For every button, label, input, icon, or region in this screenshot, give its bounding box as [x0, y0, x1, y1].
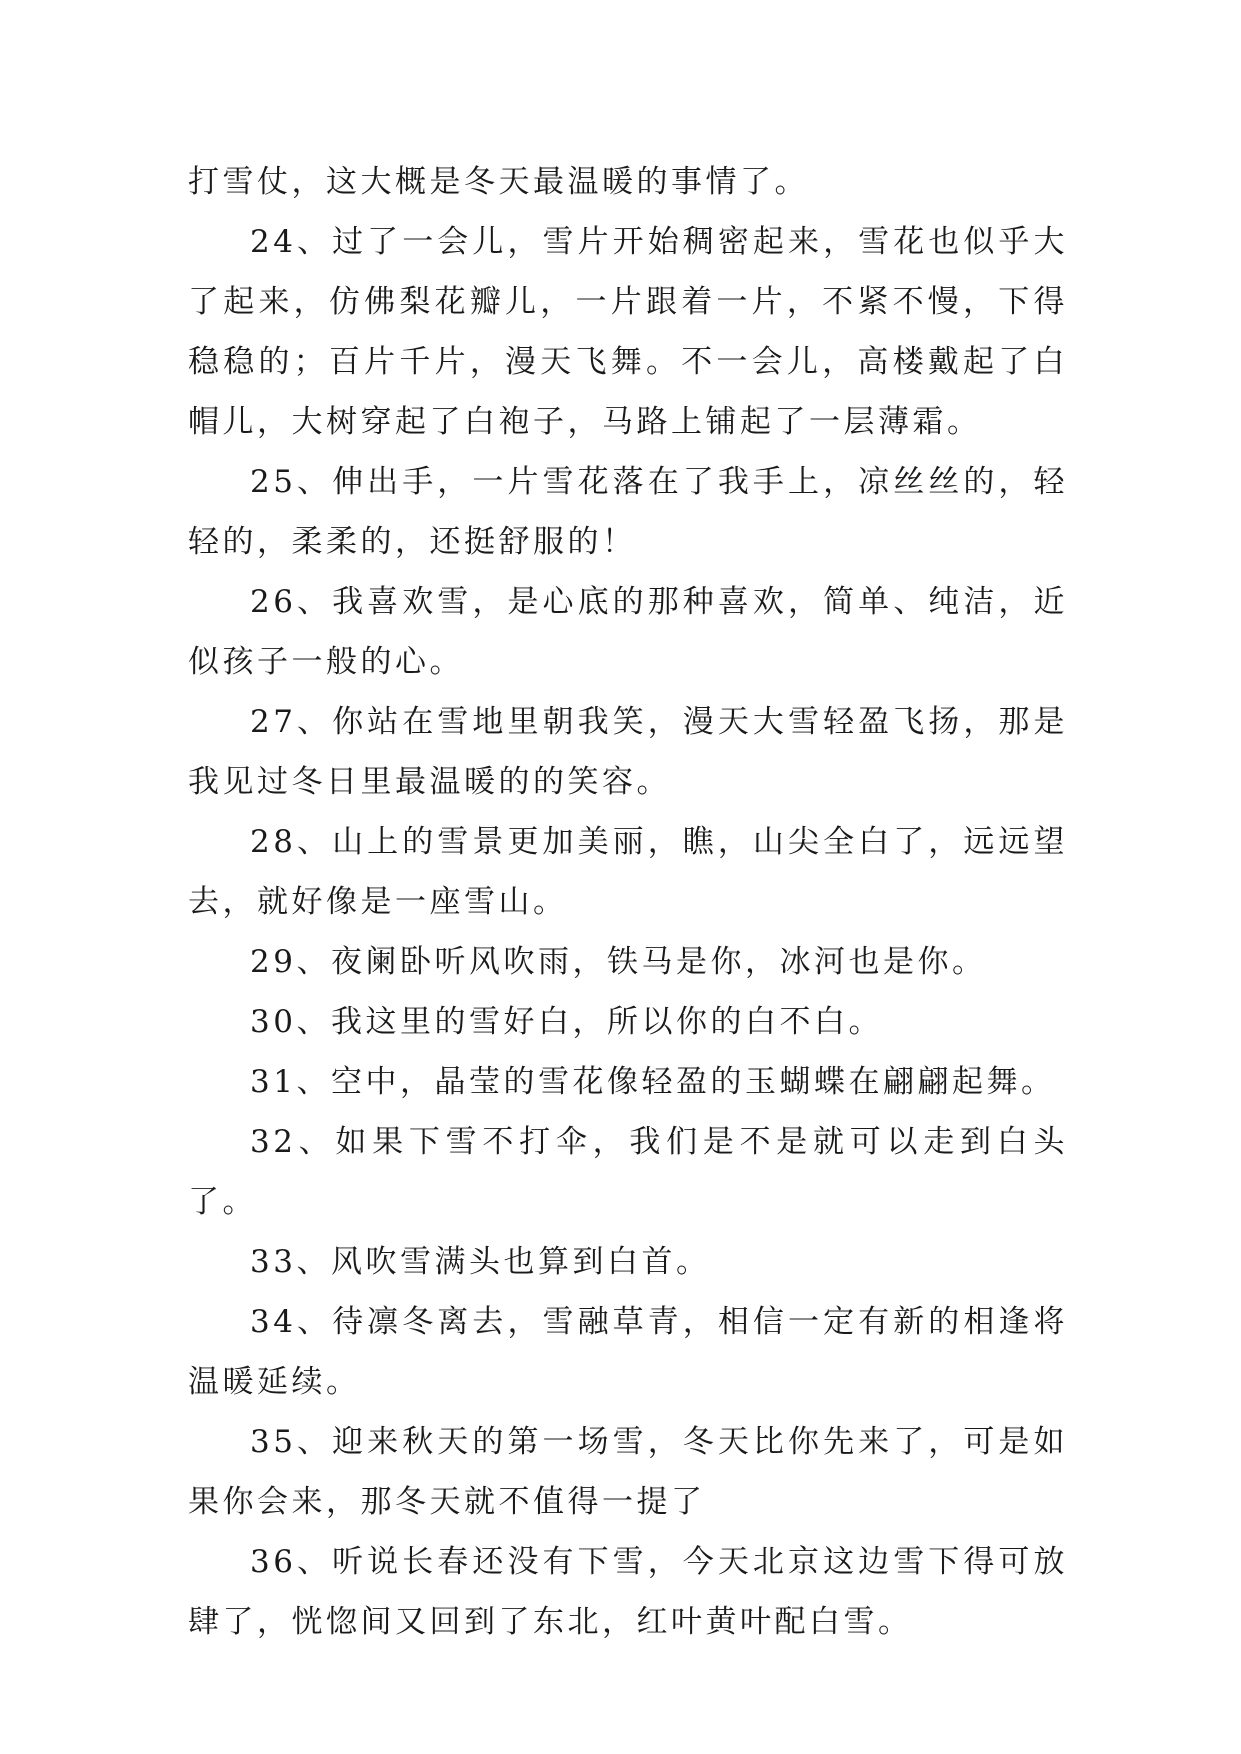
paragraph-36: 36、听说长春还没有下雪，今天北京这边雪下得可放肆了，恍惚间又回到了东北，红叶黄叶配白雪。 [188, 1544, 1068, 1640]
paragraph-33: 33、风吹雪满头也算到白首。 [250, 1244, 711, 1280]
paragraph-32: 32、如果下雪不打伞，我们是不是就可以走到白头了。 [188, 1124, 1068, 1220]
paragraph-28: 28、山上的雪景更加美丽，瞧，山尖全白了，远远望去，就好像是一座雪山。 [188, 824, 1068, 920]
paragraph-29: 29、夜阑卧听风吹雨，铁马是你，冰河也是你。 [250, 944, 987, 980]
paragraph-35: 35、迎来秋天的第一场雪，冬天比你先来了，可是如果你会来，那冬天就不值得一提了 [188, 1424, 1068, 1520]
paragraph-26: 26、我喜欢雪，是心底的那种喜欢，简单、纯洁，近似孩子一般的心。 [188, 584, 1068, 680]
paragraph-31: 31、空中，晶莹的雪花像轻盈的玉蝴蝶在翩翩起舞。 [250, 1064, 1056, 1100]
paragraph-continuation: 打雪仗，这大概是冬天最温暖的事情了。 [188, 164, 809, 200]
document-body [188, 152, 1068, 1652]
paragraph-25: 25、伸出手，一片雪花落在了我手上，凉丝丝的，轻轻的，柔柔的，还挺舒服的！ [188, 464, 1068, 560]
paragraph-34: 34、待凛冬离去，雪融草青，相信一定有新的相逢将温暖延续。 [188, 1304, 1068, 1400]
paragraph-24: 24、过了一会儿，雪片开始稠密起来，雪花也似乎大了起来，仿佛梨花瓣儿，一片跟着一片，不紧不慢，下得稳稳的；百片千片，漫天飞舞。不一会儿，高楼戴起了白帽儿，大树穿起了白袍子，马路上铺起了一层薄霜。 [188, 224, 1068, 440]
paragraph-27: 27、你站在雪地里朝我笑，漫天大雪轻盈飞扬，那是我见过冬日里最温暖的的笑容。 [188, 704, 1068, 800]
paragraph-30: 30、我这里的雪好白，所以你的白不白。 [250, 1004, 883, 1040]
